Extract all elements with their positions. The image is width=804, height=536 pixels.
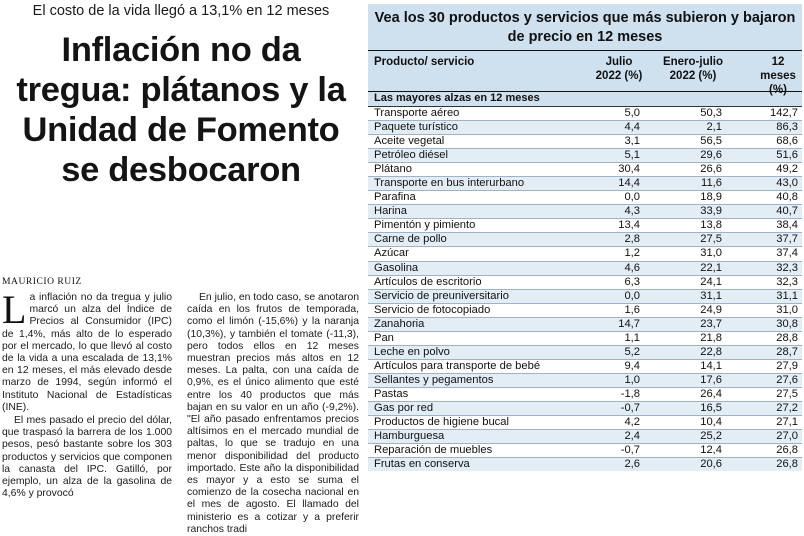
doce-meses-cell: 32,3 bbox=[776, 275, 798, 288]
table-row bbox=[368, 443, 802, 457]
product-cell: Gas por red bbox=[374, 401, 434, 414]
table-row bbox=[368, 401, 802, 415]
table-row bbox=[368, 429, 802, 443]
doce-meses-cell: 26,8 bbox=[776, 444, 798, 457]
product-cell: Paquete turístico bbox=[374, 121, 458, 134]
table-body bbox=[368, 106, 802, 471]
table-title: Vea los 30 productos y servicios que más subieron y bajaron de precio en 12 meses bbox=[374, 10, 796, 45]
doce-meses-cell: 86,3 bbox=[776, 121, 798, 134]
doce-meses-cell: 30,8 bbox=[776, 317, 798, 330]
doce-meses-cell: 27,1 bbox=[776, 416, 798, 429]
enero-julio-cell: 16,5 bbox=[700, 401, 722, 414]
product-cell: Sellantes y pegamentos bbox=[374, 373, 494, 386]
enero-julio-cell: 50,3 bbox=[700, 107, 722, 119]
product-cell: Artículos de escritorio bbox=[374, 275, 482, 288]
julio-cell: 2,6 bbox=[624, 458, 640, 471]
enero-julio-cell: 22,8 bbox=[700, 345, 722, 358]
julio-cell: 13,4 bbox=[618, 219, 640, 232]
table-row bbox=[368, 317, 802, 331]
julio-cell: 1,6 bbox=[624, 303, 640, 316]
enero-julio-cell: 21,8 bbox=[700, 331, 722, 344]
enero-julio-cell: 27,5 bbox=[700, 233, 722, 246]
product-cell: Pimentón y pimiento bbox=[374, 219, 476, 232]
product-cell: Carne de pollo bbox=[374, 233, 447, 246]
product-cell: Petróleo diésel bbox=[374, 149, 449, 162]
enero-julio-cell: 31,1 bbox=[700, 289, 722, 302]
table-row bbox=[368, 275, 802, 289]
doce-meses-cell: 26,8 bbox=[776, 458, 798, 471]
julio-cell: 5,0 bbox=[624, 107, 640, 119]
table-row bbox=[368, 457, 802, 471]
header-enero-julio: Enero-julio 2022 (%) bbox=[662, 56, 724, 82]
julio-cell: -0,7 bbox=[620, 401, 640, 414]
doce-meses-cell: 40,7 bbox=[776, 205, 798, 218]
product-cell: Plátano bbox=[374, 163, 412, 176]
table-row bbox=[368, 176, 802, 190]
article-body-column-1 bbox=[2, 287, 172, 500]
header-product: Producto/ servicio bbox=[374, 56, 475, 68]
enero-julio-cell: 26,4 bbox=[700, 387, 722, 400]
doce-meses-cell: 31,0 bbox=[776, 303, 798, 316]
enero-julio-cell: 20,6 bbox=[700, 458, 722, 471]
doce-meses-cell: 27,6 bbox=[776, 373, 798, 386]
enero-julio-cell: 24,1 bbox=[700, 275, 722, 288]
enero-julio-cell: 31,0 bbox=[700, 247, 722, 260]
enero-julio-cell: 33,9 bbox=[700, 205, 722, 218]
product-cell: Servicio de preuniversitario bbox=[374, 289, 509, 302]
julio-cell: 1,1 bbox=[624, 331, 640, 344]
doce-meses-cell: 27,9 bbox=[776, 359, 798, 372]
doce-meses-cell: 31,1 bbox=[776, 289, 798, 302]
article-paragraph: La inflación no da tregua y julio marcó un alza del Índice de Precios al Consumidor (IPC) de 1,4%, más alto de lo esperado por el mercado, lo que llevó al costo de la vida a una escalada de 13,1% en 12 meses, el más elevado desde marzo de 1994, según informó el Instituto Nacional de Estadísticas (INE). bbox=[2, 287, 172, 413]
enero-julio-cell: 22,1 bbox=[700, 261, 722, 274]
julio-cell: 2,4 bbox=[624, 430, 640, 443]
table-row bbox=[368, 148, 802, 162]
price-table bbox=[368, 4, 802, 471]
julio-cell: 14,4 bbox=[618, 177, 640, 190]
doce-meses-cell: 142,7 bbox=[770, 107, 798, 119]
product-cell: Frutas en conserva bbox=[374, 458, 470, 471]
article-headline: Inflación no da tregua: plátanos y la Unidad de Fomento se desbocaron bbox=[16, 31, 346, 189]
table-row bbox=[368, 162, 802, 176]
article-paragraph: El mes pasado el precio del dólar, que traspasó la barrera de los 1.000 pesos, pesó bastante sobre los 303 productos y servicios que componen la canasta del IPC. Gatilló, por ejemplo, un alza de la gasolina de 4,6% y provocó bbox=[2, 415, 172, 500]
julio-cell: 0,0 bbox=[624, 191, 640, 204]
product-cell: Harina bbox=[374, 205, 407, 218]
table-row bbox=[368, 373, 802, 387]
table-row bbox=[368, 190, 802, 204]
enero-julio-cell: 13,8 bbox=[700, 219, 722, 232]
product-cell: Pastas bbox=[374, 387, 409, 400]
header-julio: Julio 2022 (%) bbox=[595, 56, 643, 82]
table-row bbox=[368, 120, 802, 134]
julio-cell: 2,8 bbox=[624, 233, 640, 246]
julio-cell: -1,8 bbox=[620, 387, 640, 400]
table-row bbox=[368, 345, 802, 359]
product-cell: Productos de higiene bucal bbox=[374, 416, 509, 429]
julio-cell: 9,4 bbox=[624, 359, 640, 372]
article-byline: MAURICIO RUIZ bbox=[2, 276, 82, 287]
julio-cell: 1,2 bbox=[624, 247, 640, 260]
julio-cell: 5,1 bbox=[624, 149, 640, 162]
table-row bbox=[368, 106, 802, 120]
article-kicker: El costo de la vida llegó a 13,1% en 12 meses bbox=[32, 3, 330, 19]
section-label: Las mayores alzas en 12 meses bbox=[374, 92, 540, 104]
product-cell: Transporte en bus interurbano bbox=[374, 177, 525, 190]
julio-cell: 4,6 bbox=[624, 261, 640, 274]
doce-meses-cell: 27,5 bbox=[776, 387, 798, 400]
article-column bbox=[0, 0, 362, 535]
enero-julio-cell: 24,9 bbox=[700, 303, 722, 316]
julio-cell: 30,4 bbox=[618, 163, 640, 176]
doce-meses-cell: 32,3 bbox=[776, 261, 798, 274]
table-row bbox=[368, 387, 802, 401]
doce-meses-cell: 43,0 bbox=[776, 177, 798, 190]
table-row bbox=[368, 218, 802, 232]
product-cell: Leche en polvo bbox=[374, 345, 450, 358]
product-cell: Azúcar bbox=[374, 247, 409, 260]
doce-meses-cell: 49,2 bbox=[776, 163, 798, 176]
doce-meses-cell: 51,6 bbox=[776, 149, 798, 162]
doce-meses-cell: 27,2 bbox=[776, 401, 798, 414]
enero-julio-cell: 26,6 bbox=[700, 163, 722, 176]
enero-julio-cell: 18,9 bbox=[700, 191, 722, 204]
doce-meses-cell: 28,8 bbox=[776, 331, 798, 344]
table-row bbox=[368, 289, 802, 303]
julio-cell: 4,2 bbox=[624, 416, 640, 429]
product-cell: Artículos para transporte de bebé bbox=[374, 359, 541, 372]
table-row bbox=[368, 359, 802, 373]
julio-cell: 1,0 bbox=[624, 373, 640, 386]
doce-meses-cell: 37,7 bbox=[776, 233, 798, 246]
enero-julio-cell: 12,4 bbox=[700, 444, 722, 457]
doce-meses-cell: 27,0 bbox=[776, 430, 798, 443]
doce-meses-cell: 37,4 bbox=[776, 247, 798, 260]
header-12-meses: 12 meses (%) bbox=[760, 56, 796, 96]
enero-julio-cell: 23,7 bbox=[700, 317, 722, 330]
product-cell: Reparación de muebles bbox=[374, 444, 493, 457]
enero-julio-cell: 2,1 bbox=[706, 121, 722, 134]
enero-julio-cell: 17,6 bbox=[700, 373, 722, 386]
table-row bbox=[368, 246, 802, 260]
product-cell: Transporte aéreo bbox=[374, 107, 460, 119]
product-cell: Hamburguesa bbox=[374, 430, 445, 443]
article-paragraph: En julio, en todo caso, se anotaron caída en los frutos de temporada, como el limón (-15,6%) y la naranja (10,3%), y también el tomate (-11,3), pero todos ellos en 12 meses muestran precios más altos en 12 meses. La palta, con una caída de 0,9%, es el único alimento que esté entre los 40 productos que más bajan en su valor en un año (-9,2%). "El año pasado enfrentamos precios altísimos en el mercado mundial de paltas, lo que se tradujo en una menor disponibilidad del producto importado. Este año la disponibilidad es mayor y a esto se suma el comienzo de la cosecha nacional en el mes de agosto. El llamado del ministerio es a cotizar y a preferir ranchos tradi bbox=[187, 292, 360, 535]
doce-meses-cell: 68,6 bbox=[776, 135, 798, 148]
product-cell: Aceite vegetal bbox=[374, 135, 445, 148]
table-header bbox=[368, 50, 802, 96]
enero-julio-cell: 56,5 bbox=[700, 135, 722, 148]
product-cell: Servicio de fotocopiado bbox=[374, 303, 491, 316]
product-cell: Gasolina bbox=[374, 261, 419, 274]
doce-meses-cell: 38,4 bbox=[776, 219, 798, 232]
julio-cell: 4,3 bbox=[624, 205, 640, 218]
dropcap: L bbox=[2, 287, 27, 332]
julio-cell: 4,4 bbox=[624, 121, 640, 134]
table-row bbox=[368, 415, 802, 429]
table-row bbox=[368, 303, 802, 317]
enero-julio-cell: 14,1 bbox=[700, 359, 722, 372]
product-cell: Parafina bbox=[374, 191, 416, 204]
table-row bbox=[368, 261, 802, 275]
julio-cell: 3,1 bbox=[624, 135, 640, 148]
enero-julio-cell: 29,6 bbox=[700, 149, 722, 162]
julio-cell: 5,2 bbox=[624, 345, 640, 358]
article-body-column-2 bbox=[187, 292, 359, 536]
doce-meses-cell: 40,8 bbox=[776, 191, 798, 204]
table-row bbox=[368, 331, 802, 345]
table-row bbox=[368, 204, 802, 218]
enero-julio-cell: 11,6 bbox=[701, 177, 722, 190]
product-cell: Zanahoria bbox=[374, 317, 425, 330]
enero-julio-cell: 10,4 bbox=[700, 416, 722, 429]
doce-meses-cell: 28,7 bbox=[776, 345, 798, 358]
product-cell: Pan bbox=[374, 331, 394, 344]
table-row bbox=[368, 232, 802, 246]
table-row bbox=[368, 134, 802, 148]
julio-cell: 14,7 bbox=[618, 317, 640, 330]
julio-cell: 0,0 bbox=[624, 289, 640, 302]
julio-cell: 6,3 bbox=[624, 275, 640, 288]
enero-julio-cell: 25,2 bbox=[700, 430, 722, 443]
julio-cell: -0,7 bbox=[620, 444, 640, 457]
